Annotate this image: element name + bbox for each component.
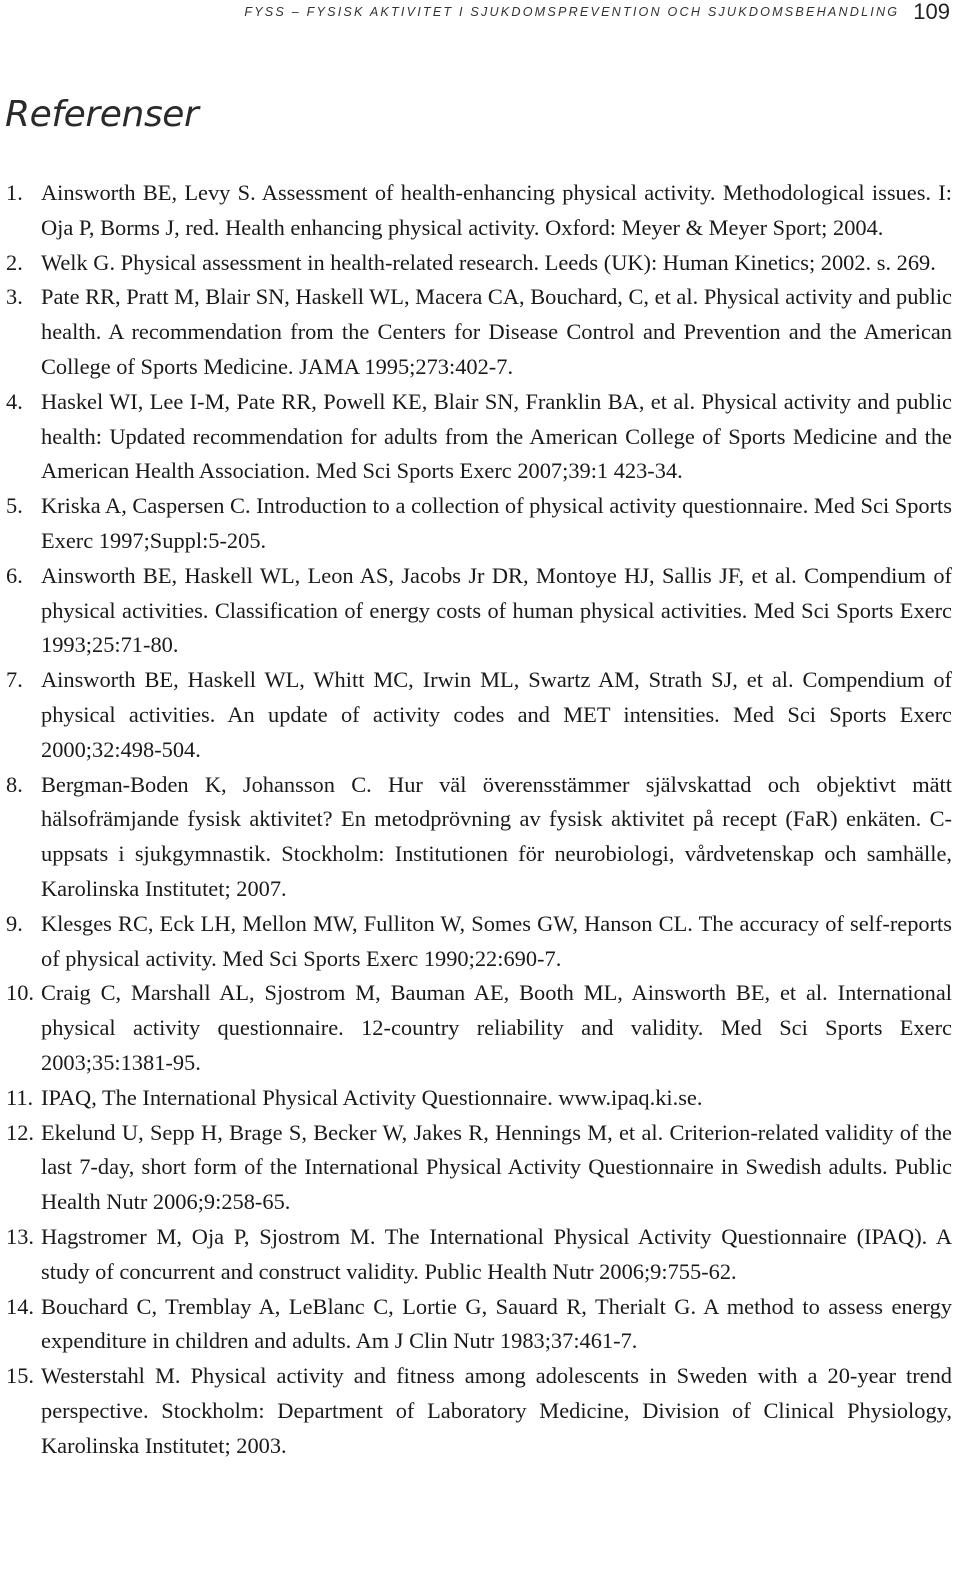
- reference-number: 4.: [6, 388, 23, 414]
- reference-item: [0, 489, 952, 559]
- reference-item: [0, 768, 952, 907]
- reference-item: [0, 663, 952, 767]
- reference-number: 12.: [6, 1119, 34, 1145]
- reference-text: Westerstahl M. Physical activity and fitness among adolescents in Sweden with a 20-year trend perspective. Stockholm: Department of Laboratory Medicine, Division of Clinical Physiology, Karolinska Institutet; 2003.: [41, 1363, 952, 1458]
- reference-text: Bouchard C, Tremblay A, LeBlanc C, Lortie G, Sauard R, Therialt G. A method to assess energy expenditure in children and adults. Am J Clin Nutr 1983;37:461-7.: [41, 1293, 952, 1354]
- reference-text: Ainsworth BE, Haskell WL, Whitt MC, Irwin ML, Swartz AM, Strath SJ, et al. Compendium of physical activities. An update of activity codes and MET intensities. Med Sci Sports Exerc 2000;32:498-504.: [41, 667, 952, 762]
- reference-item: [0, 385, 952, 489]
- section-title: Referenser: [5, 94, 199, 135]
- reference-number: 3.: [6, 284, 23, 310]
- reference-item: [0, 1290, 952, 1360]
- reference-number: 8.: [6, 771, 23, 797]
- reference-item: [0, 907, 952, 977]
- reference-text: Welk G. Physical assessment in health-related research. Leeds (UK): Human Kinetics; 2002. s. 269.: [41, 249, 936, 275]
- reference-number: 10.: [6, 980, 34, 1006]
- reference-text: Hagstromer M, Oja P, Sjostrom M. The International Physical Activity Questionnaire (IPAQ). A study of concurrent and construct validity. Public Health Nutr 2006;9:755-62.: [41, 1223, 952, 1284]
- reference-item: [0, 1220, 952, 1290]
- reference-item: [0, 280, 952, 384]
- reference-item: [0, 976, 952, 1080]
- reference-item: [0, 246, 952, 281]
- reference-number: 15.: [6, 1363, 34, 1389]
- running-header: [244, 0, 950, 24]
- reference-text: Ainsworth BE, Haskell WL, Leon AS, Jacobs Jr DR, Montoye HJ, Sallis JF, et al. Compendium of physical activities. Classification of energy costs of human physical activities. Med Sci Sports Exerc 1993;25:71-80.: [41, 562, 952, 658]
- reference-number: 6.: [6, 562, 23, 588]
- reference-number: 13.: [6, 1223, 34, 1249]
- reference-item: [0, 559, 952, 663]
- reference-number: 1.: [6, 180, 23, 205]
- page-number: 109: [913, 0, 950, 24]
- reference-text: Kriska A, Caspersen C. Introduction to a collection of physical activity questionnaire. Med Sci Sports Exerc 1997;Suppl:5-205.: [41, 493, 952, 553]
- reference-number: 11.: [6, 1084, 34, 1110]
- reference-text: Ainsworth BE, Levy S. Assessment of health-enhancing physical activity. Methodological issues. I: Oja P, Borms J, red. Health enhancing physical activity. Oxford: Meyer & Meyer Sport; 2004.: [41, 180, 952, 240]
- reference-text: Craig C, Marshall AL, Sjostrom M, Bauman AE, Booth ML, Ainsworth BE, et al. International physical activity questionnaire. 12-country reliability and validity. Med Sci Sports Exerc 2003;35:1381-95.: [41, 980, 952, 1075]
- reference-text: Klesges RC, Eck LH, Mellon MW, Fulliton W, Somes GW, Hanson CL. The accuracy of self-reports of physical activity. Med Sci Sports Exerc 1990;22:690-7.: [41, 910, 952, 971]
- reference-number: 14.: [6, 1293, 34, 1319]
- reference-number: 9.: [6, 910, 23, 936]
- reference-number: 7.: [6, 667, 23, 693]
- reference-item: [0, 1359, 952, 1463]
- reference-text: Pate RR, Pratt M, Blair SN, Haskell WL, Macera CA, Bouchard, C, et al. Physical activity and public health. A recommendation from the Centers for Disease Control and Prevention and the American College of Sports Medicine. JAMA 1995;273:402-7.: [41, 284, 952, 379]
- reference-number: 5.: [6, 493, 23, 519]
- reference-item: [0, 176, 952, 246]
- reference-text: Bergman-Boden K, Johansson C. Hur väl överensstämmer självskattad och objektivt mätt hälsofrämjande fysisk aktivitet? En metodprövning av fysisk aktivitet på recept (FaR) enkäten. C-uppsats i sjukgymnastik. Stockholm: Institutionen för neurobiologi, vårdvetenskap och samhälle, Karolinska Institutet; 2007.: [41, 771, 952, 901]
- reference-text: IPAQ, The International Physical Activity Questionnaire. www.ipaq.ki.se.: [41, 1084, 703, 1110]
- reference-list: [0, 176, 952, 1463]
- reference-item: [0, 1081, 952, 1116]
- reference-text: Haskel WI, Lee I-M, Pate RR, Powell KE, Blair SN, Franklin BA, et al. Physical activity and public health: Updated recommendation for adults from the American College of Sports Medicine and the American Health Association. Med Sci Sports Exerc 2007;39:1 423-34.: [41, 388, 952, 484]
- running-title: FYSS – FYSISK AKTIVITET I SJUKDOMSPREVENTION OCH SJUKDOMSBEHANDLING: [244, 5, 900, 19]
- reference-number: 2.: [6, 249, 23, 275]
- reference-item: [0, 1116, 952, 1220]
- reference-text: Ekelund U, Sepp H, Brage S, Becker W, Jakes R, Hennings M, et al. Criterion-related validity of the last 7-day, short form of the International Physical Activity Questionnaire in Swedish adults. Public Health Nutr 2006;9:258-65.: [41, 1119, 952, 1215]
